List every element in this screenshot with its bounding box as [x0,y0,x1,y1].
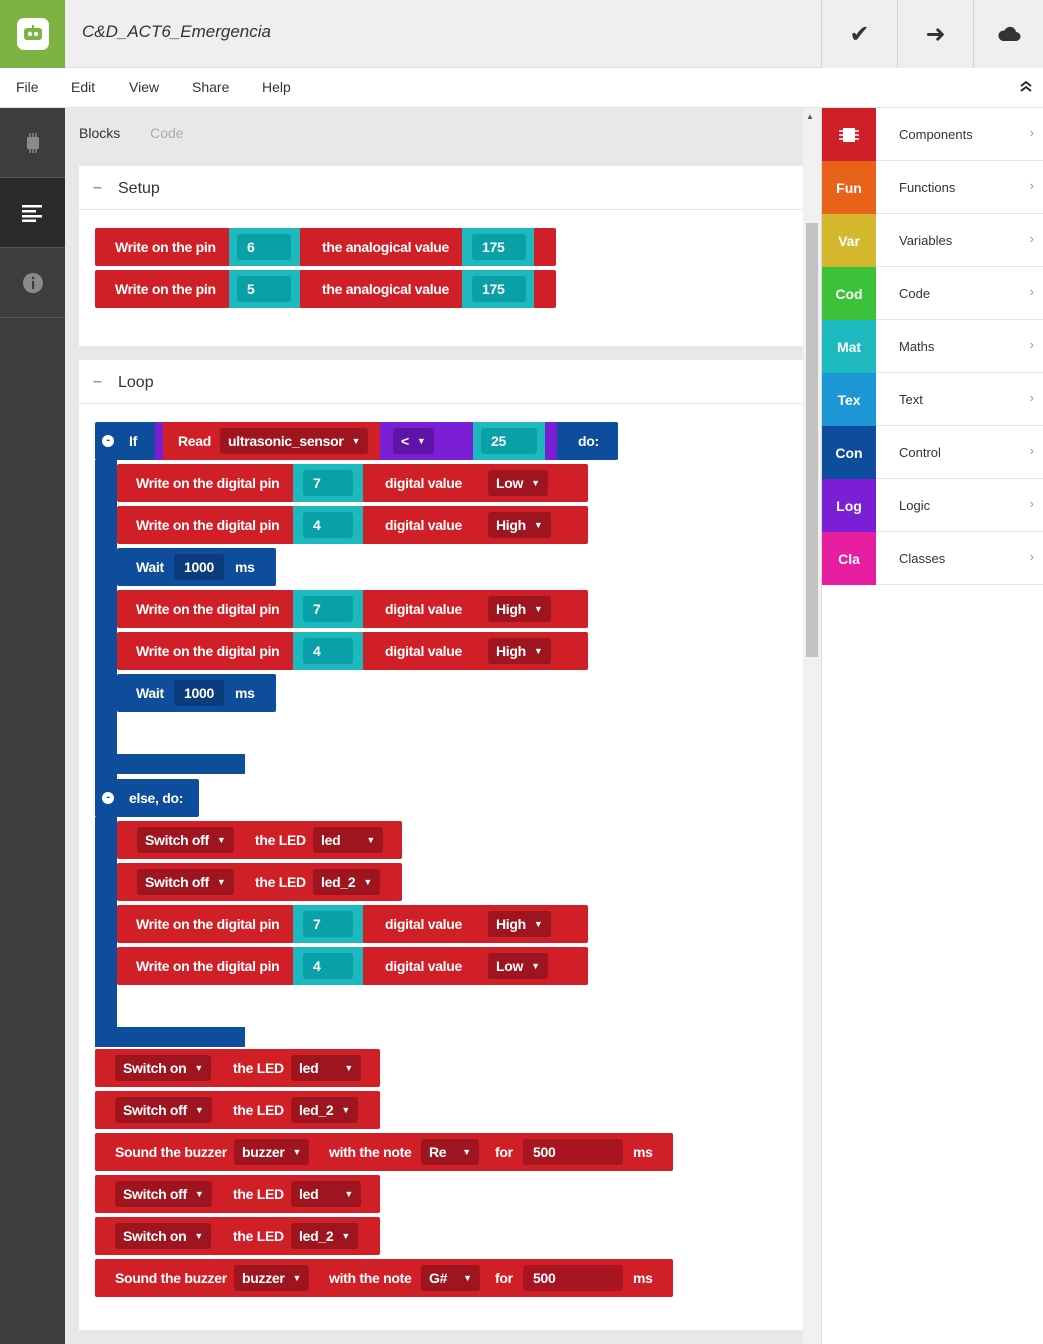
info-icon [22,272,44,294]
toolbox-code[interactable]: Cod Code › [822,267,1043,320]
led-action-dropdown[interactable]: Switch off ▼ [137,827,234,853]
menu-help[interactable]: Help [262,79,291,95]
toolbox-classes[interactable]: Cla Classes › [822,532,1043,585]
toolbox-variables[interactable]: Var Variables › [822,214,1043,267]
wait-block[interactable]: Wait 1000 ms [117,674,276,712]
level-dropdown[interactable]: High ▼ [488,911,551,937]
digital-write-block[interactable]: Write on the digital pin 4 digital value Low ▼ [117,947,588,985]
scroll-up-icon[interactable]: ▲ [806,112,814,121]
chevron-right-icon: › [1029,284,1034,299]
digital-write-block[interactable]: Write on the digital pin 4 digital value High ▼ [117,632,588,670]
analog-value[interactable]: 175 [472,234,526,260]
led-action-dropdown[interactable]: Switch on ▼ [115,1223,211,1249]
led-select-dropdown[interactable]: led ▼ [291,1181,361,1207]
pin-value[interactable]: 4 [303,512,353,538]
text-lines-icon [22,204,44,222]
verify-button[interactable] [821,0,897,68]
threshold-value[interactable]: 25 [481,428,537,454]
digital-write-block[interactable]: Write on the digital pin 7 digital value High ▼ [117,905,588,943]
chevron-right-icon: › [1029,496,1034,511]
pin-value[interactable]: 4 [303,638,353,664]
if-block[interactable]: - If Read ultrasonic_sensor ▼ < ▼ 25 do: [95,422,618,460]
buzzer-block[interactable]: Sound the buzzer buzzer ▼ with the note G# ▼ for 500 ms [95,1259,673,1297]
pin-value[interactable]: 4 [303,953,353,979]
analog-value[interactable]: 175 [472,276,526,302]
toolbox-logic[interactable]: Log Logic › [822,479,1043,532]
digital-write-block[interactable]: Write on the digital pin 7 digital value Low ▼ [117,464,588,502]
led-action-dropdown[interactable]: Switch off ▼ [115,1181,212,1207]
toolbox-control[interactable]: Con Control › [822,426,1043,479]
scrollbar-thumb[interactable] [806,223,818,657]
loop-panel [79,360,803,1330]
led-select-dropdown[interactable]: led ▼ [313,827,383,853]
else-block[interactable]: - else, do: [95,779,199,817]
check-icon: ✔ [849,20,870,48]
pin-value[interactable]: 5 [237,276,291,302]
buzzer-dropdown[interactable]: buzzer ▼ [234,1265,309,1291]
toolbox-text[interactable]: Tex Text › [822,373,1043,426]
level-dropdown[interactable]: High ▼ [488,638,551,664]
led-block[interactable]: Switch on ▼ the LED led ▼ [95,1049,380,1087]
block-workspace[interactable] [65,108,821,1344]
menu-edit[interactable]: Edit [71,79,96,95]
led-block[interactable]: Switch off ▼ the LED led ▼ [95,1175,380,1213]
menu-view[interactable]: View [129,79,160,95]
duration-value[interactable]: 500 [523,1139,623,1165]
pin-value[interactable]: 7 [303,470,353,496]
led-block[interactable]: Switch off ▼ the LED led ▼ [117,821,402,859]
chip-icon [22,132,44,154]
pin-value[interactable]: 7 [303,596,353,622]
led-select-dropdown[interactable]: led ▼ [291,1055,361,1081]
led-action-dropdown[interactable]: Switch on ▼ [115,1055,211,1081]
note-dropdown[interactable]: G# ▼ [421,1265,480,1291]
chevron-right-icon: › [1029,443,1034,458]
rail-info-button[interactable] [0,248,65,318]
pin-value[interactable]: 7 [303,911,353,937]
led-select-dropdown[interactable]: led_2 ▼ [313,869,380,895]
note-dropdown[interactable]: Re ▼ [421,1139,479,1165]
else-collapse-icon[interactable]: - [102,792,114,804]
chevron-right-icon: › [1029,337,1034,352]
led-select-dropdown[interactable]: led_2 ▼ [291,1097,358,1123]
chevron-right-icon: › [1029,178,1034,193]
wait-ms-value[interactable]: 1000 [174,554,224,580]
robot-logo-icon [17,18,49,50]
buzzer-dropdown[interactable]: buzzer ▼ [234,1139,309,1165]
led-action-dropdown[interactable]: Switch off ▼ [137,869,234,895]
loop-collapse-toggle[interactable]: – [93,373,102,390]
duration-value[interactable]: 500 [523,1265,623,1291]
tab-code[interactable]: Code [150,125,184,141]
led-block[interactable]: Switch off ▼ the LED led_2 ▼ [117,863,402,901]
block-toolbox [821,108,1043,1344]
upload-button[interactable] [897,0,973,68]
chevron-right-icon: › [1029,549,1034,564]
setup-title: Setup [118,180,160,197]
rail-blocks-button[interactable] [0,178,65,248]
chevron-right-icon: › [1029,125,1034,140]
digital-write-block[interactable]: Write on the digital pin 7 digital value High ▼ [117,590,588,628]
led-action-dropdown[interactable]: Switch off ▼ [115,1097,212,1123]
tab-blocks[interactable]: Blocks [79,125,121,141]
toolbox-functions[interactable]: Fun Functions › [822,161,1043,214]
led-block[interactable]: Switch on ▼ the LED led_2 ▼ [95,1217,380,1255]
cloud-icon [997,26,1021,42]
loop-title: Loop [118,374,154,391]
setup-panel [79,166,803,346]
chip-icon [822,108,876,161]
operator-dropdown[interactable]: < ▼ [393,428,434,454]
collapse-up-icon[interactable] [1019,76,1033,97]
app-logo[interactable] [0,0,65,68]
buzzer-block[interactable]: Sound the buzzer buzzer ▼ with the note Re ▼ for 500 ms [95,1133,673,1171]
led-select-dropdown[interactable]: led_2 ▼ [291,1223,358,1249]
analog-write-block[interactable]: Write on the pin 6 the analogical value 175 [95,228,556,266]
wait-block[interactable]: Wait 1000 ms [117,548,276,586]
rail-components-button[interactable] [0,108,65,178]
toolbox-components[interactable]: Components › [822,108,1043,161]
level-dropdown[interactable]: Low ▼ [488,470,548,496]
app-header [0,0,1043,68]
setup-collapse-toggle[interactable]: – [93,179,102,196]
level-dropdown[interactable]: Low ▼ [488,953,548,979]
project-title[interactable]: C&D_ACT6_Emergencia [82,22,271,41]
menu-share[interactable]: Share [192,79,230,95]
pin-value[interactable]: 6 [237,234,291,260]
arrow-right-icon: ➜ [925,20,946,48]
cloud-button[interactable] [973,0,1043,68]
wait-ms-value[interactable]: 1000 [174,680,224,706]
level-dropdown[interactable]: High ▼ [488,596,551,622]
menu-file[interactable]: File [16,79,39,95]
if-collapse-icon[interactable]: - [102,435,114,447]
toolbox-maths[interactable]: Mat Maths › [822,320,1043,373]
sensor-dropdown[interactable]: ultrasonic_sensor ▼ [220,428,368,454]
chevron-right-icon: › [1029,390,1034,405]
chevron-right-icon: › [1029,231,1034,246]
menu-bar [0,68,1043,108]
led-block[interactable]: Switch off ▼ the LED led_2 ▼ [95,1091,380,1129]
analog-write-block[interactable]: Write on the pin 5 the analogical value 175 [95,270,556,308]
digital-write-block[interactable]: Write on the digital pin 4 digital value High ▼ [117,506,588,544]
level-dropdown[interactable]: High ▼ [488,512,551,538]
left-rail [0,108,65,1344]
